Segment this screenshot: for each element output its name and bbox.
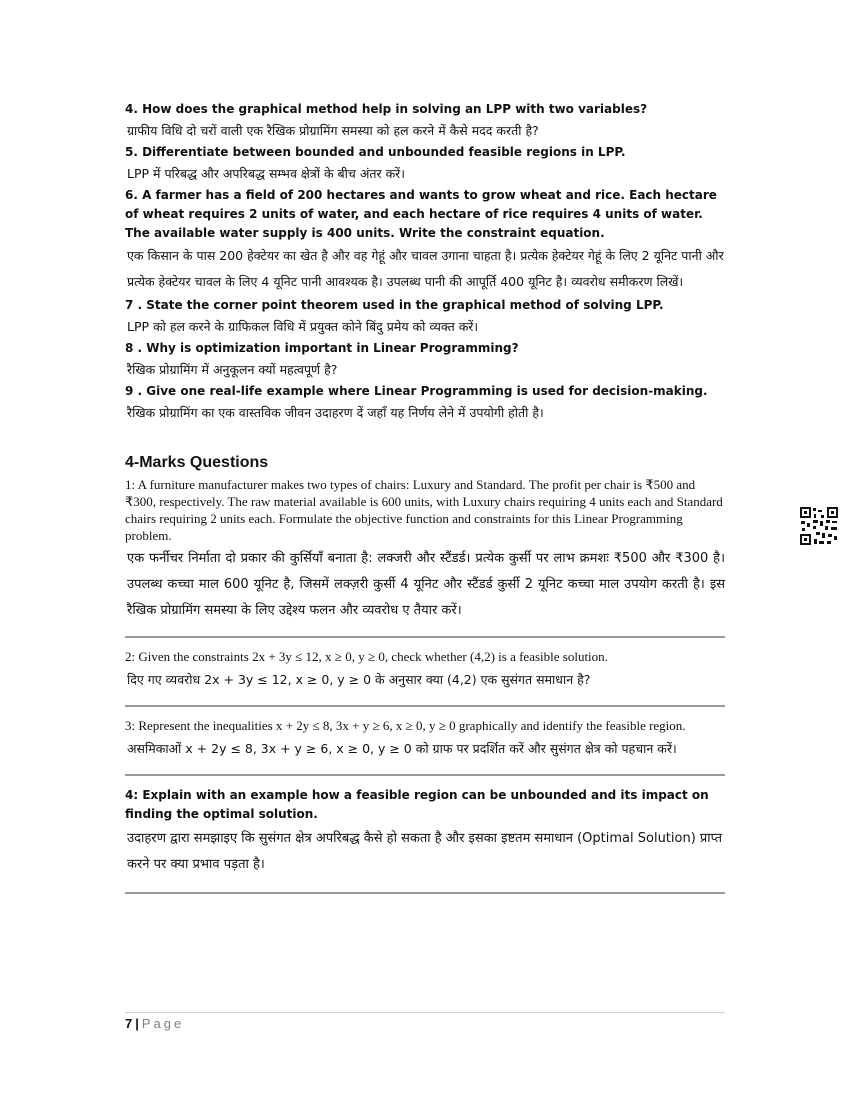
qr-code-icon bbox=[799, 506, 839, 546]
question-text-hi: LPP में परिबद्ध और अपरिबद्ध सम्भव क्षेत्रों के बीच अंतर करें। bbox=[127, 166, 406, 181]
four-mark-question-1 bbox=[125, 476, 725, 624]
question-text-en: 3: Represent the inequalities x + 2y ≤ 8, 3x + y ≥ 6, x ≥ 0, y ≥ 0 graphically and identify the feasible region. bbox=[125, 718, 686, 733]
question-part-a: Explain with an example how a bbox=[138, 788, 357, 802]
question-text-hi: ग्राफीय विधि दो चरों वाली एक रैखिक प्रोग्रामिंग समस्या को हल करने में कैसे मदद करती है? bbox=[127, 123, 539, 138]
question-text-en: 7 . State the corner point theorem used in the graphical method of solving LPP. bbox=[125, 298, 664, 312]
divider bbox=[125, 892, 725, 894]
four-mark-question-3 bbox=[125, 717, 725, 762]
divider bbox=[125, 774, 725, 776]
question-6 bbox=[125, 186, 725, 295]
question-text-hi: एक फर्नीचर निर्माता दो प्रकार की कुर्सियाँ बनाता है: लक्जरी और स्टैंडर्ड। प्रत्येक कुर्सी पर लाभ क्रमशः ₹500 और ₹300 है। उपलब्ध कच्चा माल 600 यूनिट है, जिसमें लक्ज़री कुर्सी 4 यूनिट और स्टैंडर्ड कुर्सी 2 यूनिट कच्चा माल उपयोग करती है। इस रैखिक प्रोग्रामिंग समस्या के लिए उद्देश्य फलन और व्यवरोध ए तैयार करें। bbox=[127, 551, 725, 618]
question-4 bbox=[125, 100, 725, 142]
question-part-b: can be unbounded and its impact on finding the optimal solution. bbox=[125, 788, 709, 821]
question-text-en: 2: Given the constraints 2x + 3y ≤ 12, x ≥ 0, y ≥ 0, check whether (4,2) is a feasible solution. bbox=[125, 649, 608, 664]
question-text-en: 4. How does the graphical method help in solving an LPP with two variables? bbox=[125, 102, 648, 116]
four-mark-question-4 bbox=[125, 786, 725, 878]
question-text-hi: LPP को हल करने के ग्राफिकल विधि में प्रयुक्त कोने बिंदु प्रमेय को व्यक्त करें। bbox=[127, 319, 479, 334]
question-text-hi: असमिकाओं x + 2y ≤ 8, 3x + y ≥ 6, x ≥ 0, y ≥ 0 को ग्राफ पर प्रदर्शित करें और सुसंगत क्षेत्र को पहचान करें। bbox=[127, 741, 677, 756]
question-text-hi: उदाहरण द्वारा समझाइए कि सुसंगत क्षेत्र अपरिबद्ध कैसे हो सकता है और इसका इष्टतम समाधान (Optimal Solution) प्राप्त करने पर क्या प्रभाव पड़ता है। bbox=[127, 831, 723, 872]
page-content bbox=[125, 100, 725, 904]
question-text-hi: रैखिक प्रोग्रामिंग का एक वास्तविक जीवन उदाहरण दें जहाँ यह निर्णय लेने में उपयोगी होती है। bbox=[127, 405, 544, 420]
question-text-en bbox=[125, 786, 725, 824]
question-text-en: 9 . Give one real-life example where Linear Programming is used for decision-making. bbox=[125, 384, 708, 398]
question-7 bbox=[125, 296, 725, 338]
question-emphasis: feasible region bbox=[356, 788, 458, 802]
page-label: Page bbox=[141, 1016, 185, 1031]
question-text-en: 5. Differentiate between bounded and unbounded feasible regions in LPP. bbox=[125, 145, 626, 159]
question-number: 4: bbox=[125, 788, 139, 802]
footer-separator: | bbox=[135, 1016, 139, 1031]
question-text-en: 6. A farmer has a field of 200 hectares and wants to grow wheat and rice. Each hectare of wheat requires 2 units of water, and each hectare of rice requires 4 units of water. The available water supply is 400 units. Write the constraint equation. bbox=[125, 188, 717, 240]
question-text-en: 8 . Why is optimization important in Linear Programming? bbox=[125, 341, 519, 355]
divider bbox=[125, 705, 725, 707]
question-5 bbox=[125, 143, 725, 185]
question-text-hi: एक किसान के पास 200 हेक्टेयर का खेत है और वह गेहूं और चावल उगाना चाहता है। प्रत्येक हेक्टेयर गेहूं के लिए 2 यूनिट पानी और प्रत्येक हेक्टेयर चावल के लिए 4 यूनिट पानी आवश्यक है। उपलब्ध पानी की आपूर्ति 400 यूनिट है। व्यवरोध समीकरण लिखें। bbox=[127, 248, 724, 289]
question-text-hi: दिए गए व्यवरोध 2x + 3y ≤ 12, x ≥ 0, y ≥ 0 के अनुसार क्या (4,2) एक सुसंगत समाधान है? bbox=[127, 672, 591, 687]
footer-divider bbox=[125, 1012, 725, 1013]
page-number: 7 bbox=[125, 1016, 133, 1031]
question-8 bbox=[125, 339, 725, 381]
question-9 bbox=[125, 382, 725, 424]
divider bbox=[125, 636, 725, 638]
question-text-hi: रैखिक प्रोग्रामिंग में अनुकूलन क्यों महत्वपूर्ण है? bbox=[127, 362, 338, 377]
four-mark-question-2 bbox=[125, 648, 725, 693]
section-title: 4-Marks Questions bbox=[125, 454, 269, 471]
page-footer bbox=[125, 1016, 184, 1031]
question-text-en: 1: A furniture manufacturer makes two types of chairs: Luxury and Standard. The profit per chair is ₹500 and ₹300, respectively. The raw material available is 600 units, with Luxury chairs requiring 4 units each and Standard chairs requiring 2 units each. Formulate the objective function and constraints for this Linear Programming problem. bbox=[125, 477, 723, 543]
